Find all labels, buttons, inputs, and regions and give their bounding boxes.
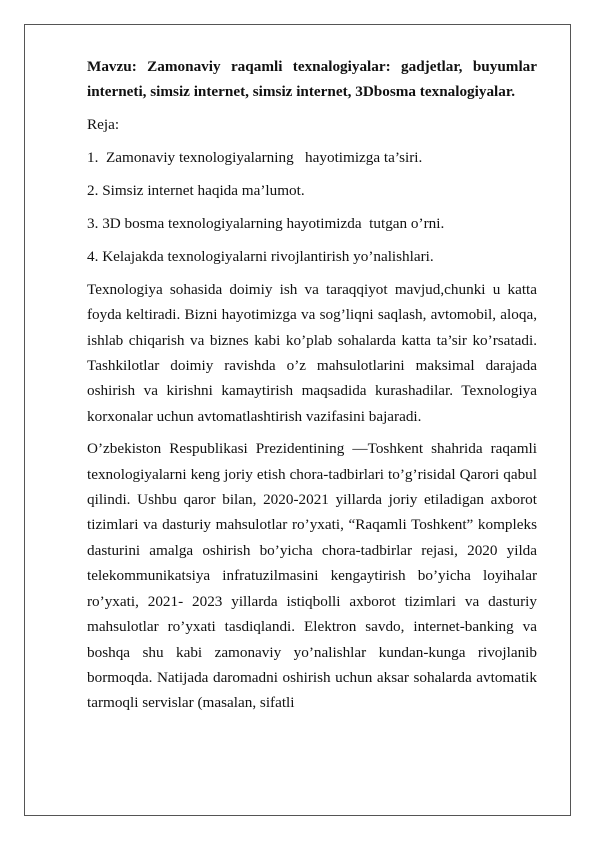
plan-item-3: 3. 3D bosma texnologiyalarning hayotimizda tutgan o’rni.: [87, 214, 445, 232]
paragraph-decree: O’zbekiston Respublikasi Prezidentining —Toshkent shahrida raqamli texnologiyalarni keng joriy etish chora-tadbirlari to’g’risidal Qarori qabul qilindi. Ushbu qaror bilan, 2020-2021 yillarda joriy etiladigan axborot tizimlari va dasturiy mahsulotlar ro’yxati, “Raqamli Toshkent” kompleks dasturini amalga oshirish bo’yicha chora-tadbirlar rejasi, 2020 yilda telekommunikatsiya infratuzilmasini kengaytirish bo’yicha loyihalar ro’yxati, 2021- 2023 yillarda istiqbolli axborot tizimlari va dasturiy mahsulotlar ro’yxati tasdiqlandi. Elektron savdo, internet-banking va boshqa shu kabi zamonaviy yo’nalishlar kundan-kunga rivojlanib bormoqda. Natijada daromadni oshirish uchun aksar sohalarda avtomatik tarmoqli servislar (masalan, sifatli: [87, 440, 537, 712]
paragraph-technology: Texnologiya sohasida doimiy ish va taraqqiyot mavjud,chunki u katta foyda keltiradi. Bizni hayotimizga va sog’liqni saqlash, avtomobil, aloqa, ishlab chiqarish va biznes kabi ko’plab sohalarda katta ta’sir ko’rsatadi. Tashkilotlar doimiy ravishda o’z mahsulotlarini maksimal darajada oshirish va kirishni kamaytirish maqsadida kurashadilar. Texnologiya korxonalar uchun avtomatlashtirish vazifasini bajaradi.: [87, 280, 537, 425]
plan-item-1: 1. Zamonaviy texnologiyalarning hayotimizga ta’siri.: [87, 148, 423, 166]
plan-item-4: 4. Kelajakda texnologiyalarni rivojlantirish yo’nalishlari.: [87, 247, 434, 265]
plan-item-2: 2. Simsiz internet haqida ma’lumot.: [87, 181, 305, 199]
document-title: Mavzu: Zamonaviy raqamli texnalogiyalar: gadjetlar, buyumlar interneti, simsiz internet, simsiz internet, 3Dbosma texnalogiyalar.: [87, 58, 537, 101]
document-body: [87, 54, 537, 723]
plan-label: Reja:: [87, 115, 120, 133]
